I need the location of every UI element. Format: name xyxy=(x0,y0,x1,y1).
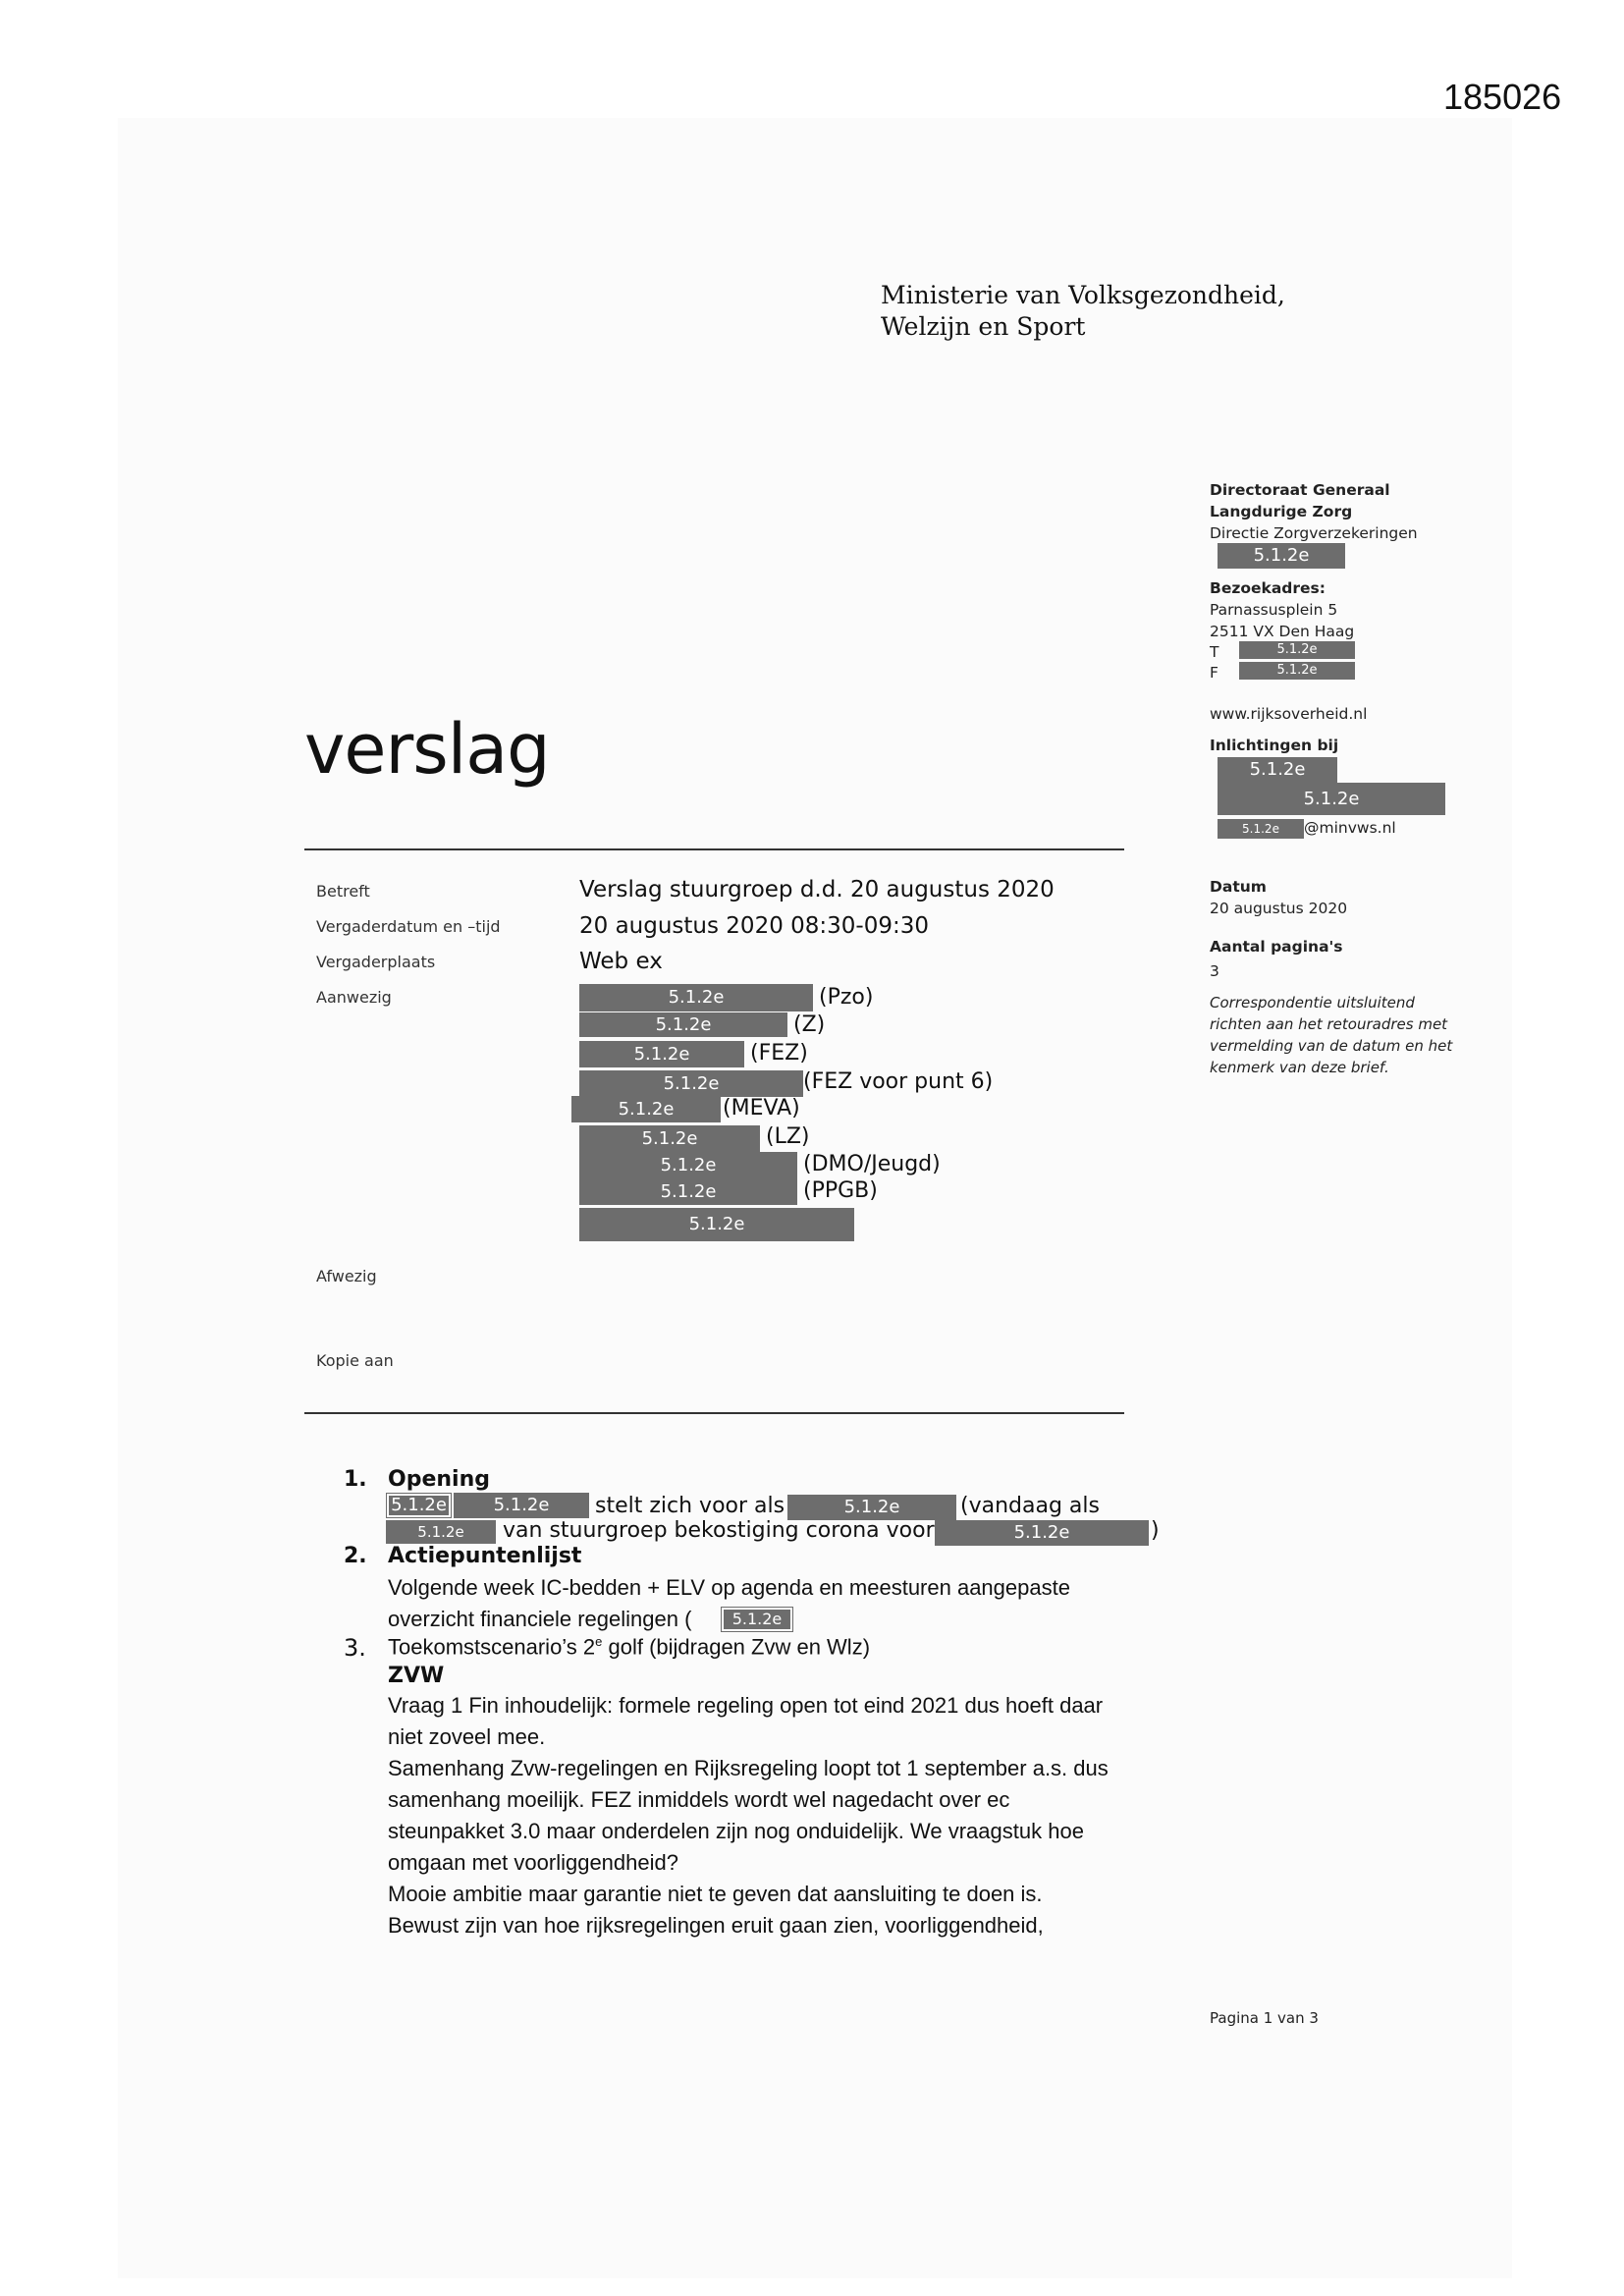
address-heading: Bezoekadres: xyxy=(1210,579,1326,597)
attendee-role: (FEZ voor punt 6) xyxy=(803,1069,994,1094)
title-text: Toekomstscenario’s 2 xyxy=(388,1634,596,1660)
item-number: 1. xyxy=(344,1467,367,1492)
body-text: Mooie ambitie maar garantie niet te geven dat aansluiting te doen is. xyxy=(388,1882,1043,1906)
attendee-role: (MEVA) xyxy=(723,1096,800,1121)
body-text: overzicht financiele regelingen ( xyxy=(388,1607,692,1631)
redaction-block: 5.1.2e xyxy=(721,1607,793,1632)
dg-line-2: Langdurige Zorg xyxy=(1210,503,1353,520)
attendee-role: (DMO/Jeugd) xyxy=(803,1152,941,1176)
bottom-divider xyxy=(304,1412,1124,1414)
ministry-line-1: Ministerie van Volksgezondheid, xyxy=(881,281,1285,309)
body-text: Volgende week IC-bedden + ELV op agenda en meesturen aangepaste xyxy=(388,1575,1070,1600)
attendee-redaction: 5.1.2e xyxy=(571,1096,721,1122)
redaction-block: 5.1.2e xyxy=(1218,543,1345,569)
attendee-role: (PPGB) xyxy=(803,1178,878,1203)
zvw-heading: ZVW xyxy=(388,1664,445,1688)
body-text: steunpakket 3.0 maar onderdelen zijn nog onduidelijk. We vraagstuk hoe xyxy=(388,1819,1084,1843)
item-title-toekomstscenario xyxy=(388,1634,870,1660)
page-footer: Pagina 1 van 3 xyxy=(1210,2009,1319,2027)
betreft-value: Verslag stuurgroep d.d. 20 augustus 2020 xyxy=(579,877,1055,902)
redaction-block: 5.1.2e xyxy=(386,1520,496,1544)
ministry-line-2: Welzijn en Sport xyxy=(881,312,1086,341)
attendee-role: (Pzo) xyxy=(819,985,874,1010)
title-superscript: e xyxy=(595,1634,603,1649)
correspondence-note: Correspondentie uitsluitend richten aan het retouradres met vermelding van de datum en het kenmerk van deze brief. xyxy=(1210,994,1453,1076)
fax-redaction: 5.1.2e xyxy=(1239,662,1355,680)
vergaderplaats-value: Web ex xyxy=(579,949,663,974)
pages-heading: Aantal pagina's xyxy=(1210,938,1343,956)
body-text: niet zoveel mee. xyxy=(388,1724,546,1749)
directie: Directie Zorgverzekeringen xyxy=(1210,524,1418,542)
date-heading: Datum xyxy=(1210,878,1267,896)
attendee-role: (FEZ) xyxy=(750,1041,808,1066)
attendee-role: (LZ) xyxy=(766,1124,810,1149)
body-text: Samenhang Zvw-regelingen en Rijksregeling loopt tot 1 september a.s. dus xyxy=(388,1756,1109,1780)
title-text: golf (bijdragen Zvw en Wlz) xyxy=(602,1634,871,1660)
address-street: Parnassusplein 5 xyxy=(1210,601,1338,619)
redaction-block: 5.1.2e xyxy=(386,1493,452,1518)
attendee-redaction: 5.1.2e xyxy=(579,1041,744,1067)
redaction-block: 5.1.2e xyxy=(454,1493,589,1518)
attendee-redaction: 5.1.2e xyxy=(579,1070,803,1097)
attendee-redaction: 5.1.2e xyxy=(579,1152,797,1179)
contact-role-redaction: 5.1.2e xyxy=(1218,783,1445,815)
vergaderdatum-value: 20 augustus 2020 08:30-09:30 xyxy=(579,913,930,939)
attendee-redaction: 5.1.2e xyxy=(579,984,813,1011)
document-title: verslag xyxy=(304,709,550,790)
document-number: 185026 xyxy=(1443,77,1562,117)
attendee-redaction: 5.1.2e xyxy=(579,1208,854,1241)
item-title-actiepuntenlijst: Actiepuntenlijst xyxy=(388,1544,582,1568)
date-value: 20 augustus 2020 xyxy=(1210,900,1348,917)
attendee-role: (Z) xyxy=(793,1012,826,1037)
body-text: omgaan met voorliggendheid? xyxy=(388,1850,678,1875)
pages-value: 3 xyxy=(1210,962,1219,980)
phone-label: T xyxy=(1210,643,1219,661)
body-text: stelt zich voor als xyxy=(595,1494,785,1518)
aanwezig-label: Aanwezig xyxy=(316,988,392,1007)
ministry-name xyxy=(881,280,1285,343)
body-text: (vandaag als xyxy=(960,1494,1100,1518)
afwezig-label: Afwezig xyxy=(316,1267,377,1285)
item-number: 2. xyxy=(344,1544,367,1568)
attendee-redaction: 5.1.2e xyxy=(579,1012,787,1037)
redaction-block: 5.1.2e xyxy=(935,1520,1149,1546)
body-text: van stuurgroep bekostiging corona voor xyxy=(503,1518,935,1543)
email-domain[interactable]: @minvws.nl xyxy=(1304,819,1396,837)
redaction-block: 5.1.2e xyxy=(787,1495,956,1520)
info-heading: Inlichtingen bij xyxy=(1210,737,1339,754)
kopie-label: Kopie aan xyxy=(316,1351,394,1370)
contact-name-redaction: 5.1.2e xyxy=(1218,757,1337,783)
attendee-redaction: 5.1.2e xyxy=(579,1178,797,1205)
website[interactable]: www.rijksoverheid.nl xyxy=(1210,705,1368,723)
body-text: samenhang moeilijk. FEZ inmiddels wordt wel nagedacht over ec xyxy=(388,1787,1010,1812)
vergaderdatum-label: Vergaderdatum en –tijd xyxy=(316,917,501,936)
email-redaction: 5.1.2e xyxy=(1218,819,1304,839)
body-text: Bewust zijn van hoe rijksregelingen eruit gaan zien, voorliggendheid, xyxy=(388,1913,1044,1938)
betreft-label: Betreft xyxy=(316,882,370,901)
phone-redaction: 5.1.2e xyxy=(1239,641,1355,659)
body-text: Vraag 1 Fin inhoudelijk: formele regeling open tot eind 2021 dus hoeft daar xyxy=(388,1693,1104,1718)
dg-line-1: Directoraat Generaal xyxy=(1210,481,1390,499)
item-title-opening: Opening xyxy=(388,1467,490,1492)
vergaderplaats-label: Vergaderplaats xyxy=(316,953,436,971)
attendee-redaction: 5.1.2e xyxy=(579,1125,760,1152)
fax-label: F xyxy=(1210,664,1218,682)
body-text: ) xyxy=(1151,1518,1160,1543)
item-number: 3. xyxy=(344,1634,366,1662)
top-divider xyxy=(304,848,1124,850)
address-city: 2511 VX Den Haag xyxy=(1210,623,1355,640)
